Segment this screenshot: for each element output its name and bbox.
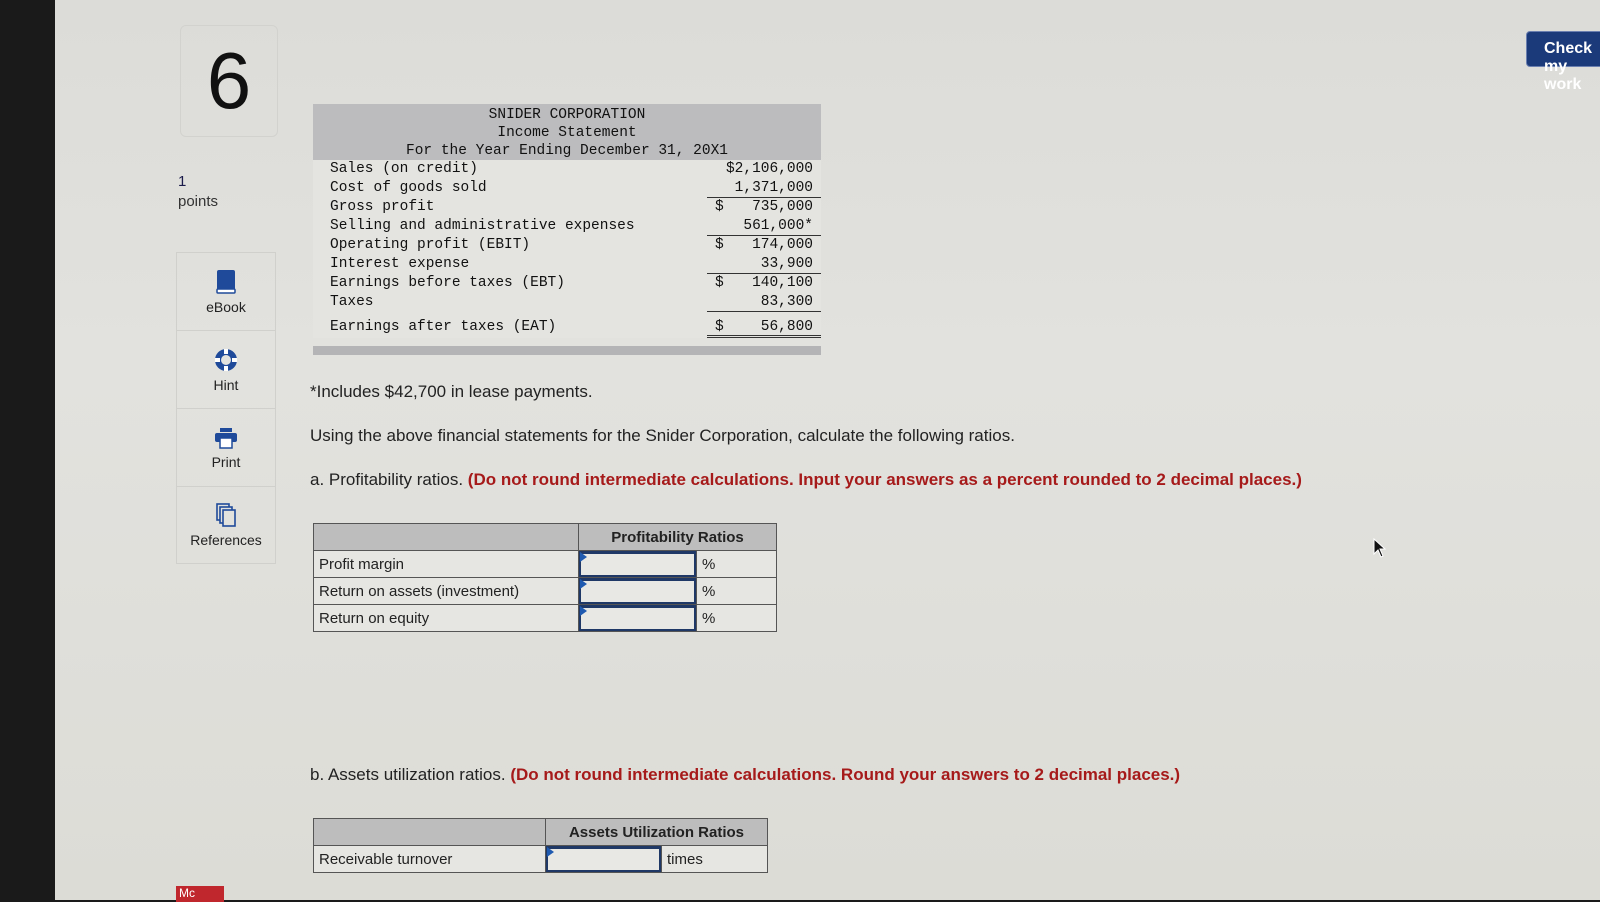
part-a-note: (Do not round intermediate calculations. Input your answers as a percent rounded to 2 decimal places.): [467, 470, 1302, 489]
profitability-table: [313, 523, 777, 632]
statement-body: [313, 160, 821, 338]
assets-utilization-header: Assets Utilization Ratios: [546, 819, 768, 846]
part-b-note: (Do not round intermediate calculations. Round your answers to 2 decimal places.): [510, 765, 1181, 784]
statement-header: [313, 104, 821, 160]
statement-row: Operating profit (EBIT) $ 174,000: [330, 237, 813, 253]
flag-icon: [580, 606, 587, 616]
part-a-prompt: a. Profitability ratios. (Do not round intermediate calculations. Input your answers as a percent rounded to 2 decimal places.): [310, 470, 1302, 489]
part-b-prompt: b. Assets utilization ratios. (Do not round intermediate calculations. Round your answers to 2 decimal places.): [310, 765, 1181, 784]
company-name: SNIDER CORPORATION: [488, 107, 646, 123]
table-row: [314, 578, 777, 605]
profit-margin-input[interactable]: [579, 551, 696, 577]
row-label: Receivable turnover: [314, 846, 546, 873]
flag-icon: [547, 847, 554, 857]
footnote: *Includes $42,700 in lease payments.: [310, 382, 593, 401]
unit-label: %: [697, 605, 777, 632]
table-row: [314, 551, 777, 578]
hint-label: Hint: [213, 376, 239, 393]
receivable-turnover-input[interactable]: [546, 846, 661, 872]
points-info: [178, 172, 218, 212]
printer-icon: [213, 426, 239, 450]
points-value: 1: [178, 173, 187, 190]
lifebuoy-icon: [213, 347, 239, 373]
statement-title: Income Statement: [497, 125, 637, 141]
row-label: Profit margin: [314, 551, 579, 578]
row-label: Return on assets (investment): [314, 578, 579, 605]
statement-row: Gross profit $ 735,000: [330, 199, 813, 215]
mcgraw-hill-logo: Mc: [176, 886, 224, 902]
statement-row: Interest expense 33,900: [313, 255, 821, 274]
flag-icon: [580, 552, 587, 562]
question-number: 6: [180, 25, 278, 137]
statement-row: Taxes 83,300: [313, 293, 821, 312]
print-button[interactable]: [176, 408, 276, 486]
mouse-pointer-icon: [1373, 538, 1387, 558]
row-label: Return on equity: [314, 605, 579, 632]
statement-row: Earnings after taxes (EAT) $ 56,800: [313, 312, 821, 338]
documents-icon: [214, 502, 238, 528]
unit-label: %: [697, 551, 777, 578]
references-label: References: [190, 532, 262, 548]
profitability-header: Profitability Ratios: [579, 524, 777, 551]
assets-utilization-table: [313, 818, 768, 873]
ebook-label: eBook: [206, 298, 246, 315]
check-my-work-button[interactable]: Check my work: [1526, 31, 1600, 67]
statement-row: Earnings before taxes (EBT) $ 140,100: [330, 275, 813, 291]
hint-button[interactable]: [176, 330, 276, 408]
instructions: Using the above financial statements for the Snider Corporation, calculate the following ratios.: [310, 426, 1015, 445]
return-on-equity-input[interactable]: [579, 605, 696, 631]
ebook-button[interactable]: [176, 252, 276, 330]
unit-label: %: [697, 578, 777, 605]
statement-footer-bar: [313, 346, 821, 355]
print-label: Print: [211, 453, 241, 470]
flag-icon: [580, 579, 587, 589]
income-statement: [313, 104, 821, 355]
references-button[interactable]: [176, 486, 276, 564]
statement-row: Sales (on credit) $2,106,000: [330, 161, 813, 177]
table-row: [314, 605, 777, 632]
statement-row: Cost of goods sold 1,371,000: [313, 179, 821, 198]
points-label: points: [178, 193, 219, 210]
statement-period: For the Year Ending December 31, 20X1: [406, 143, 728, 159]
statement-row: Selling and administrative expenses 561,000*: [313, 217, 821, 236]
return-on-assets-input[interactable]: [579, 578, 696, 604]
unit-label: times: [662, 846, 768, 873]
book-icon: [215, 269, 237, 295]
table-row: [314, 846, 768, 873]
tools-panel: [176, 252, 276, 564]
